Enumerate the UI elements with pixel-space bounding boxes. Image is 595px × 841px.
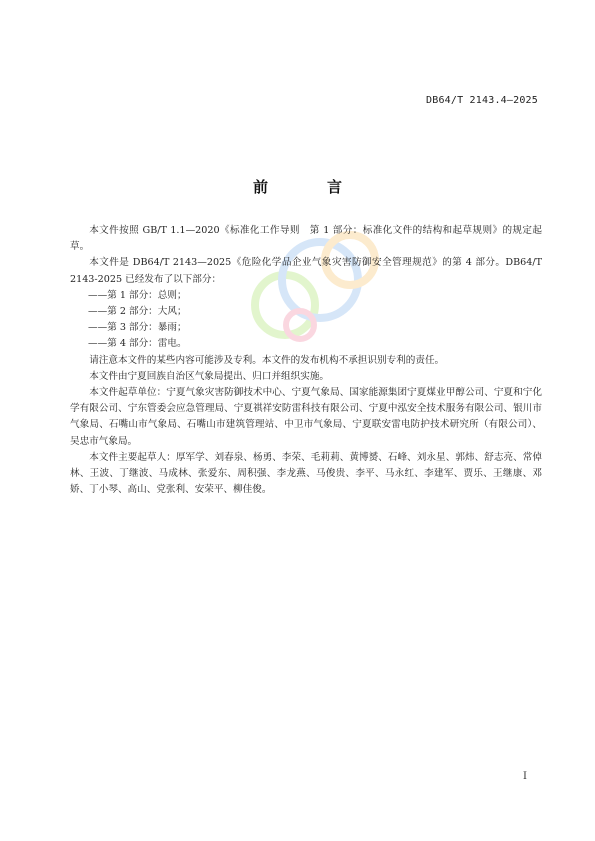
document-code: DB64/T 2143.4—2025 bbox=[426, 95, 538, 106]
paragraph-drafters: 本文件主要起草人：厚军学、刘春泉、杨勇、李荣、毛莉莉、黄博赟、石峰、刘永星、郭炜、舒志亮、常倬林、王波、丁继波、马成林、张爱东、周积强、李龙燕、马俊贵、李平、马永红、李建军、贾乐、王继康、邓娇、丁小琴、高山、党张利、安荣平、柳佳俊。 bbox=[70, 451, 542, 496]
list-item-part-4: ——第 4 部分：雷电。 bbox=[88, 338, 187, 350]
list-item-part-1: ——第 1 部分：总则； bbox=[88, 289, 187, 301]
page-number: I bbox=[523, 771, 527, 782]
list-item-part-2: ——第 2 部分：大风； bbox=[88, 306, 187, 318]
paragraph-series-info: 本文件是 DB64/T 2143—2025《危险化学品企业气象灾害防御安全管理规范》的第 4 部分。DB64/T 2143-2025 已经发布了以下部分： bbox=[70, 257, 542, 285]
paragraph-drafting-basis: 本文件按照 GB/T 1.1—2020《标准化工作导则 第 1 部分：标准化文件的结构和起草规则》的规定起草。 bbox=[70, 225, 542, 253]
paragraph-patent-notice: 请注意本文件的某些内容可能涉及专利。本文件的发布机构不承担识别专利的责任。 bbox=[89, 354, 445, 366]
paragraph-drafting-units: 本文件起草单位：宁夏气象灾害防御技术中心、宁夏气象局、国家能源集团宁夏煤业甲醇公司、宁夏和宁化学有限公司、宁东管委会应急管理局、宁夏祺祥安防雷科技有限公司、宁夏中泓安全技术服务有限公司、银川市气象局、石嘴山市气象局、石嘴山市建筑管理站、中卫市气象局、宁夏联安雷电防护技术研究所（有限公司）、吴忠市气象局。 bbox=[70, 387, 542, 447]
page-title: 前 言 bbox=[252, 178, 364, 196]
foreword-body bbox=[70, 223, 542, 498]
paragraph-proposer: 本文件由宁夏回族自治区气象局提出、归口并组织实施。 bbox=[89, 370, 330, 382]
list-item-part-3: ——第 3 部分：暴雨； bbox=[88, 322, 187, 334]
